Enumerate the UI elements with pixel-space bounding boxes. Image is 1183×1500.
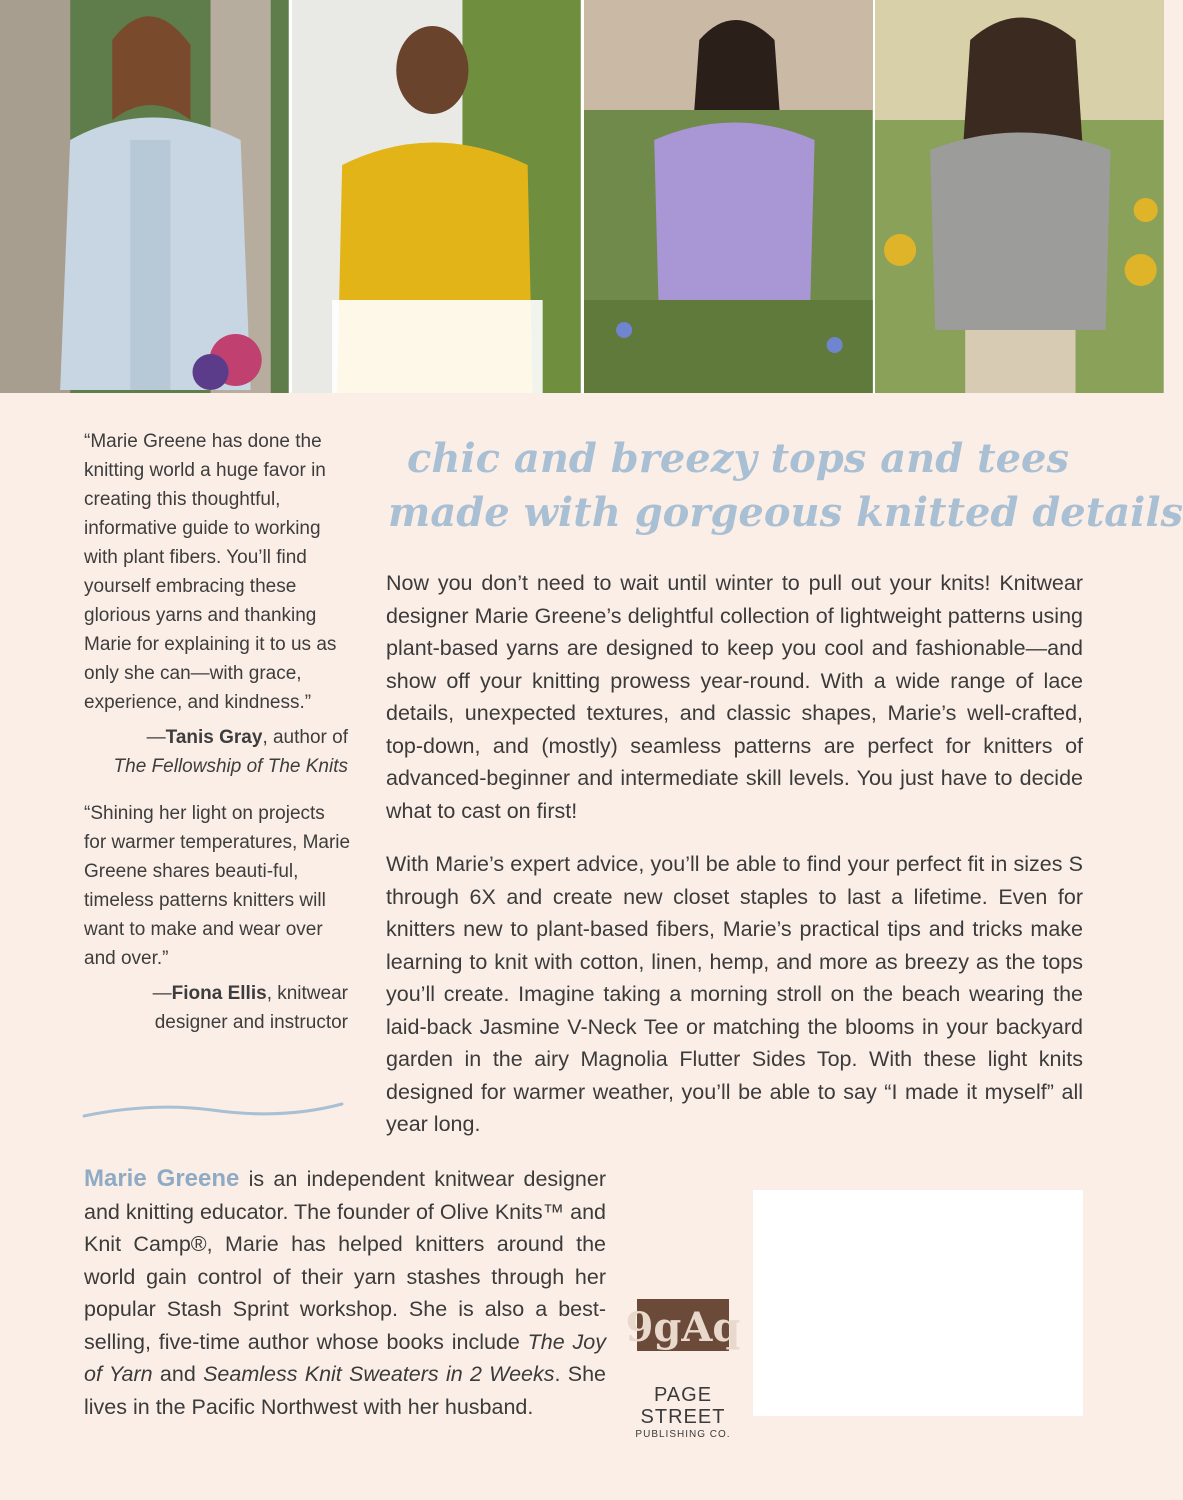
- publisher-logo: [625, 1293, 741, 1440]
- publisher-name: PAGE STREET: [640, 1384, 726, 1428]
- headline: [388, 432, 1183, 540]
- quote-1-text: “Marie Greene has done the knitting world a huge favor in creating this thoughtful, informative guide to working with plant fibers. You’ll find yourself embracing these glorious yarns and thanking Marie for explaining it to us as only she can—with grace, experience, and kindness.”: [84, 431, 337, 713]
- book-title-2: Seamless Knit Sweaters in 2 Weeks: [203, 1362, 555, 1386]
- photo-yellow-sweater: [292, 0, 581, 393]
- quote-2-author: Fiona Ellis: [171, 983, 267, 1004]
- author-bio: Marie Greene is an independent knitwear designer and knitting educator. The founder of Olive Knits™ and Knit Camp®, Marie has helped knitters around the world gain control of their yarn stashes through her popular Stash Sprint workshop. She is also a best-selling, five-time author whose books include The Joy of Yarn and Seamless Knit Sweaters in 2 Weeks. She lives in the Pacific Northwest with her husband.: [84, 1165, 606, 1419]
- quote-1-author: Tanis Gray: [165, 727, 263, 748]
- publisher-subname: PUBLISHING CO.: [635, 1429, 731, 1440]
- letterpress-blocks-icon: [625, 1293, 741, 1357]
- book-title-1: The Joy of Yarn: [84, 1329, 606, 1386]
- quote-1-work: The Fellowship of The Knits: [113, 756, 348, 777]
- cover-photo-strip: [0, 0, 1164, 393]
- photo-light-blue-sweater: [0, 0, 289, 393]
- body-paragraph-1: Now you don’t need to wait until winter to pull out your knits! Knitwear designer Marie Greene’s delightful collection of lightweight patterns using plant-based yarns are designed to keep you cool and fashionable—and show off your knitting prowess year-round. With a wide range of lace details, unexpected textures, and classic shapes, Marie’s well-crafted, top-down, and (mostly) seamless patterns are perfect for knitters of advanced-beginner and intermediate skill levels. You just have to decide what to cast on first!: [386, 571, 1083, 823]
- headline-line-1: chic and breezy tops and tees: [407, 435, 1069, 482]
- quote-2-text: “Shining her light on projects for warmer temperatures, Marie Greene shares beauti-ful, timeless patterns knitters will want to make and wear over and over.”: [84, 803, 351, 969]
- author-name: Marie Greene: [84, 1165, 240, 1192]
- photo-lavender-tee: [584, 0, 873, 393]
- svg-text:9gAq: 9gAq: [625, 1304, 741, 1351]
- photo-grey-vneck-tee: [875, 0, 1164, 393]
- headline-line-2: made with gorgeous knitted details: [388, 489, 1183, 536]
- endorsements: [84, 427, 352, 1055]
- body-paragraph-2: With Marie’s expert advice, you’ll be able to find your perfect fit in sizes S through 6X and create new closet staples to last a lifetime. Even for knitters new to plant-based fibers, Marie’s practical tips and tricks make learning to knit with cotton, linen, hemp, and more as breezy as the tops you’ll create. Imagine taking a morning stroll on the beach wearing the laid-back Jasmine V-Neck Tee or matching the blooms in your backyard garden in the airy Magnolia Flutter Sides Top. With these light knits designed for warmer weather, you’ll be able to say “I made it myself” all year long.: [386, 852, 1083, 1136]
- quote-2-attribution: —Fiona Ellis, knitwear designer and instructor: [152, 983, 348, 1033]
- quote-1-attribution: —Tanis Gray, author of The Fellowship of The Knits: [113, 727, 348, 777]
- body-copy: [386, 567, 1083, 1162]
- decorative-swash: [82, 1098, 344, 1122]
- barcode-area: [753, 1190, 1083, 1416]
